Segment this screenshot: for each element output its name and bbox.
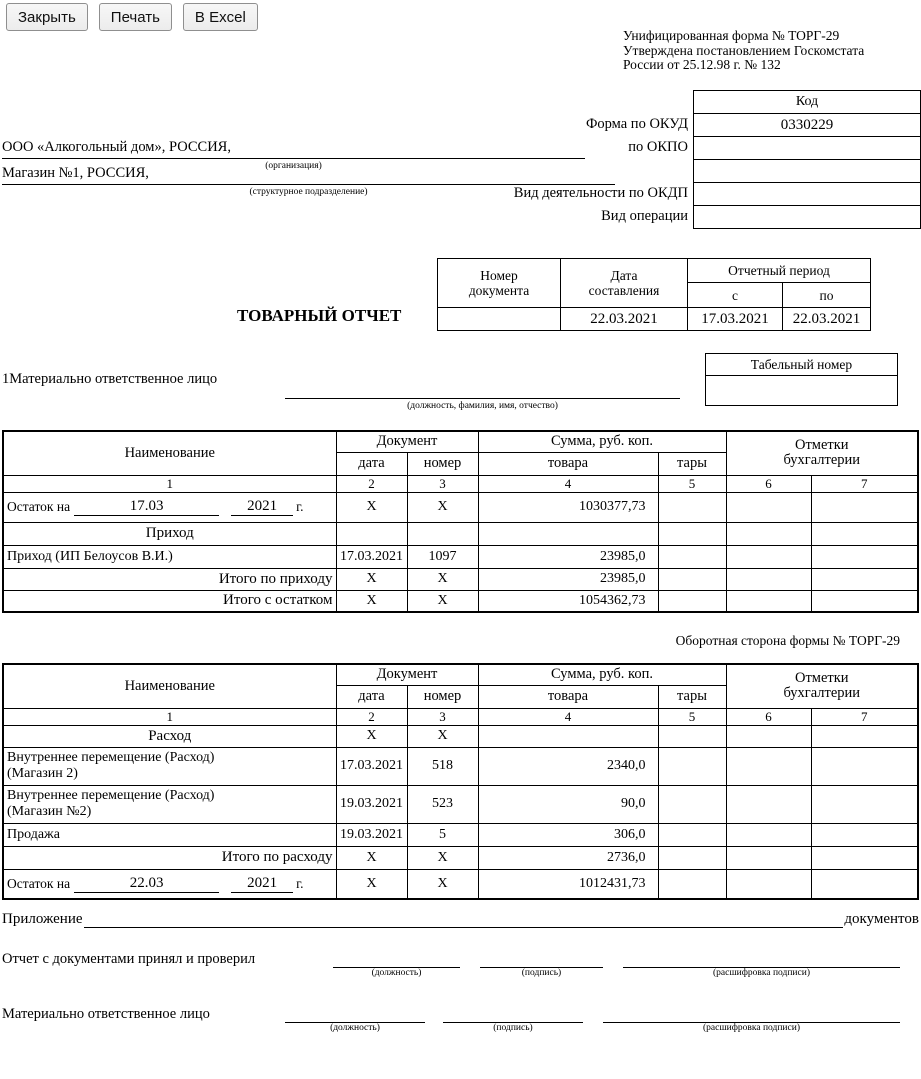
attachment-suffix: документов	[844, 911, 919, 927]
form-note-line3: России от 25.12.98 г. № 132	[623, 57, 781, 72]
col-goods-header: товара	[478, 452, 658, 475]
balance-suffix: г.	[296, 875, 304, 891]
col-sum-header: Сумма, руб. коп.	[478, 431, 726, 452]
checked-position-sig	[333, 953, 460, 978]
expense-row-1: Внутреннее перемещение (Расход) (Магазин 2) 17.03.2021 518 2340,0	[3, 747, 918, 785]
col-accounting-line2: бухгалтерии	[783, 452, 861, 469]
signature-line	[603, 1008, 900, 1023]
doc-date-header-line2: составления	[588, 283, 660, 298]
col-date-header: дата	[336, 452, 407, 475]
operation-label: Вид операции	[601, 208, 688, 224]
tab-number-table	[705, 353, 898, 406]
period-to-header: по	[783, 283, 871, 308]
signature-line	[285, 1008, 425, 1023]
doc-date-value: 22.03.2021	[561, 308, 688, 331]
income-section-row: Приход	[3, 522, 918, 545]
col-accounting-line1: Отметки	[794, 669, 849, 686]
col-date-header: дата	[336, 685, 407, 708]
col-tare-header: тары	[658, 685, 726, 708]
okpo-label: по ОКПО	[628, 139, 688, 155]
col-accounting-header	[726, 431, 918, 475]
okdp-code-cell	[694, 183, 921, 206]
attachment-blank-line	[84, 911, 844, 928]
doc-number-header-line2: документа	[468, 283, 530, 298]
balance-date: 22.03	[74, 875, 219, 893]
signature-line	[333, 953, 460, 968]
balance-suffix: г.	[296, 499, 304, 514]
signature-line	[623, 953, 900, 968]
back-side-note: Оборотная сторона формы № ТОРГ-29	[675, 633, 900, 648]
responsible-person-hint: (должность, фамилия, имя, отчество)	[407, 401, 558, 411]
column-numbers-row: 1 2 3 4 5 6 7	[3, 475, 918, 492]
checked-signature-sig	[480, 953, 603, 978]
checked-by-label: Отчет с документами принял и проверил	[2, 951, 256, 967]
form-note-line2: Утверждена постановлением Госкомстата	[623, 42, 865, 58]
transcript-hint: (расшифровка подписи)	[703, 1023, 800, 1033]
responsible-person-line	[285, 377, 680, 399]
transcript-hint: (расшифровка подписи)	[713, 968, 810, 978]
checked-transcript-sig	[623, 953, 900, 978]
col-name-header: Наименование	[3, 431, 336, 475]
responsible-transcript-sig	[603, 1008, 900, 1033]
operation-code-cell	[694, 206, 921, 229]
expense-row-3: Продажа 19.03.2021 5 306,0	[3, 823, 918, 846]
doc-date-header	[561, 259, 688, 308]
expense-total-row: Итого по расходу X X 2736,0	[3, 846, 918, 869]
income-total-row: Итого по приходу X X 23985,0	[3, 568, 918, 590]
position-hint: (должность)	[371, 968, 422, 978]
col-tare-header: тары	[658, 452, 726, 475]
report-title: ТОВАРНЫЙ ОТЧЕТ	[237, 306, 402, 325]
tab-number-header: Табельный номер	[706, 354, 898, 376]
expense-name-line1: Внутреннее перемещение (Расход)	[7, 788, 215, 803]
income-row: Приход (ИП Белоусов В.И.) 17.03.2021 1097 23985,0	[3, 545, 918, 568]
col-number-header: номер	[407, 452, 478, 475]
division-hint: (структурное подразделение)	[249, 187, 368, 197]
responsible-person-label: 1Материально ответственное лицо	[2, 371, 218, 387]
okpo-code-cell	[694, 137, 921, 160]
okud-label: Форма по ОКУД	[585, 116, 688, 132]
doc-date-header-line1: Дата	[610, 268, 638, 283]
closing-balance-row: Остаток на 22.03 2021 г. X X 1012431,73	[3, 869, 918, 899]
col-accounting-header	[726, 664, 918, 708]
form-note-line1: Унифицированная форма № ТОРГ-29	[623, 28, 840, 43]
expense-name-line2: (Магазин 2)	[7, 766, 78, 781]
close-button[interactable]: Закрыть	[6, 3, 88, 31]
signature-line	[443, 1008, 583, 1023]
col-document-header: Документ	[336, 664, 478, 685]
signature-hint: (подпись)	[521, 968, 562, 978]
print-button[interactable]: Печать	[99, 3, 172, 31]
col-number-header: номер	[407, 685, 478, 708]
opening-balance-row: Остаток на 17.03 2021 г. X X 1030377,73	[3, 492, 918, 522]
signature-line	[480, 953, 603, 968]
toolbar	[6, 3, 258, 31]
code-table	[693, 90, 921, 229]
tab-number-value	[706, 376, 898, 406]
expense-name-line1: Внутреннее перемещение (Расход)	[7, 750, 215, 765]
column-numbers-row: 1 2 3 4 5 6 7	[3, 708, 918, 725]
organization-name: ООО «Алкогольный дом», РОССИЯ,	[2, 137, 585, 159]
col-accounting-line2: бухгалтерии	[783, 685, 861, 702]
doc-info-table	[437, 258, 871, 331]
col-name-header: Наименование	[3, 664, 336, 708]
period-from-header: с	[688, 283, 783, 308]
export-excel-button[interactable]: В Excel	[183, 3, 258, 31]
doc-number-header	[438, 259, 561, 308]
okud-code-cell: 0330229	[694, 114, 921, 137]
division-name: Магазин №1, РОССИЯ,	[2, 163, 615, 185]
balance-prefix: Остаток на	[7, 499, 71, 514]
report-period-header: Отчетный период	[688, 259, 871, 283]
organization-hint: (организация)	[265, 161, 322, 171]
attachment-row	[2, 911, 919, 928]
signature-hint: (подпись)	[493, 1023, 533, 1033]
empty-code-cell	[694, 160, 921, 183]
doc-number-value	[438, 308, 561, 331]
period-to-value: 22.03.2021	[783, 308, 871, 331]
front-table	[2, 430, 919, 613]
balance-date: 17.03	[74, 498, 219, 516]
expense-section-row: Расход X X	[3, 725, 918, 747]
col-document-header: Документ	[336, 431, 478, 452]
period-from-value: 17.03.2021	[688, 308, 783, 331]
doc-number-header-line1: Номер	[480, 268, 518, 283]
position-hint: (должность)	[330, 1023, 380, 1033]
balance-year: 2021	[231, 498, 293, 516]
attachment-label: Приложение	[2, 911, 83, 927]
expense-row-2: Внутреннее перемещение (Расход) (Магазин №2) 19.03.2021 523 90,0	[3, 785, 918, 823]
expense-name-line2: (Магазин №2)	[7, 804, 92, 819]
responsible-position-sig	[285, 1008, 425, 1033]
grand-total-row: Итого с остатком X X 1054362,73	[3, 590, 918, 612]
balance-prefix: Остаток на	[7, 875, 71, 891]
responsible-signature-label: Материально ответственное лицо	[2, 1006, 210, 1022]
col-accounting-line1: Отметки	[794, 436, 849, 453]
col-sum-header: Сумма, руб. коп.	[478, 664, 726, 685]
code-header-cell: Код	[694, 91, 921, 114]
back-table	[2, 663, 919, 900]
col-goods-header: товара	[478, 685, 658, 708]
form-note	[623, 29, 864, 73]
responsible-signature-sig	[443, 1008, 583, 1033]
balance-year: 2021	[231, 875, 293, 893]
okdp-label: Вид деятельности по ОКДП	[513, 185, 688, 201]
